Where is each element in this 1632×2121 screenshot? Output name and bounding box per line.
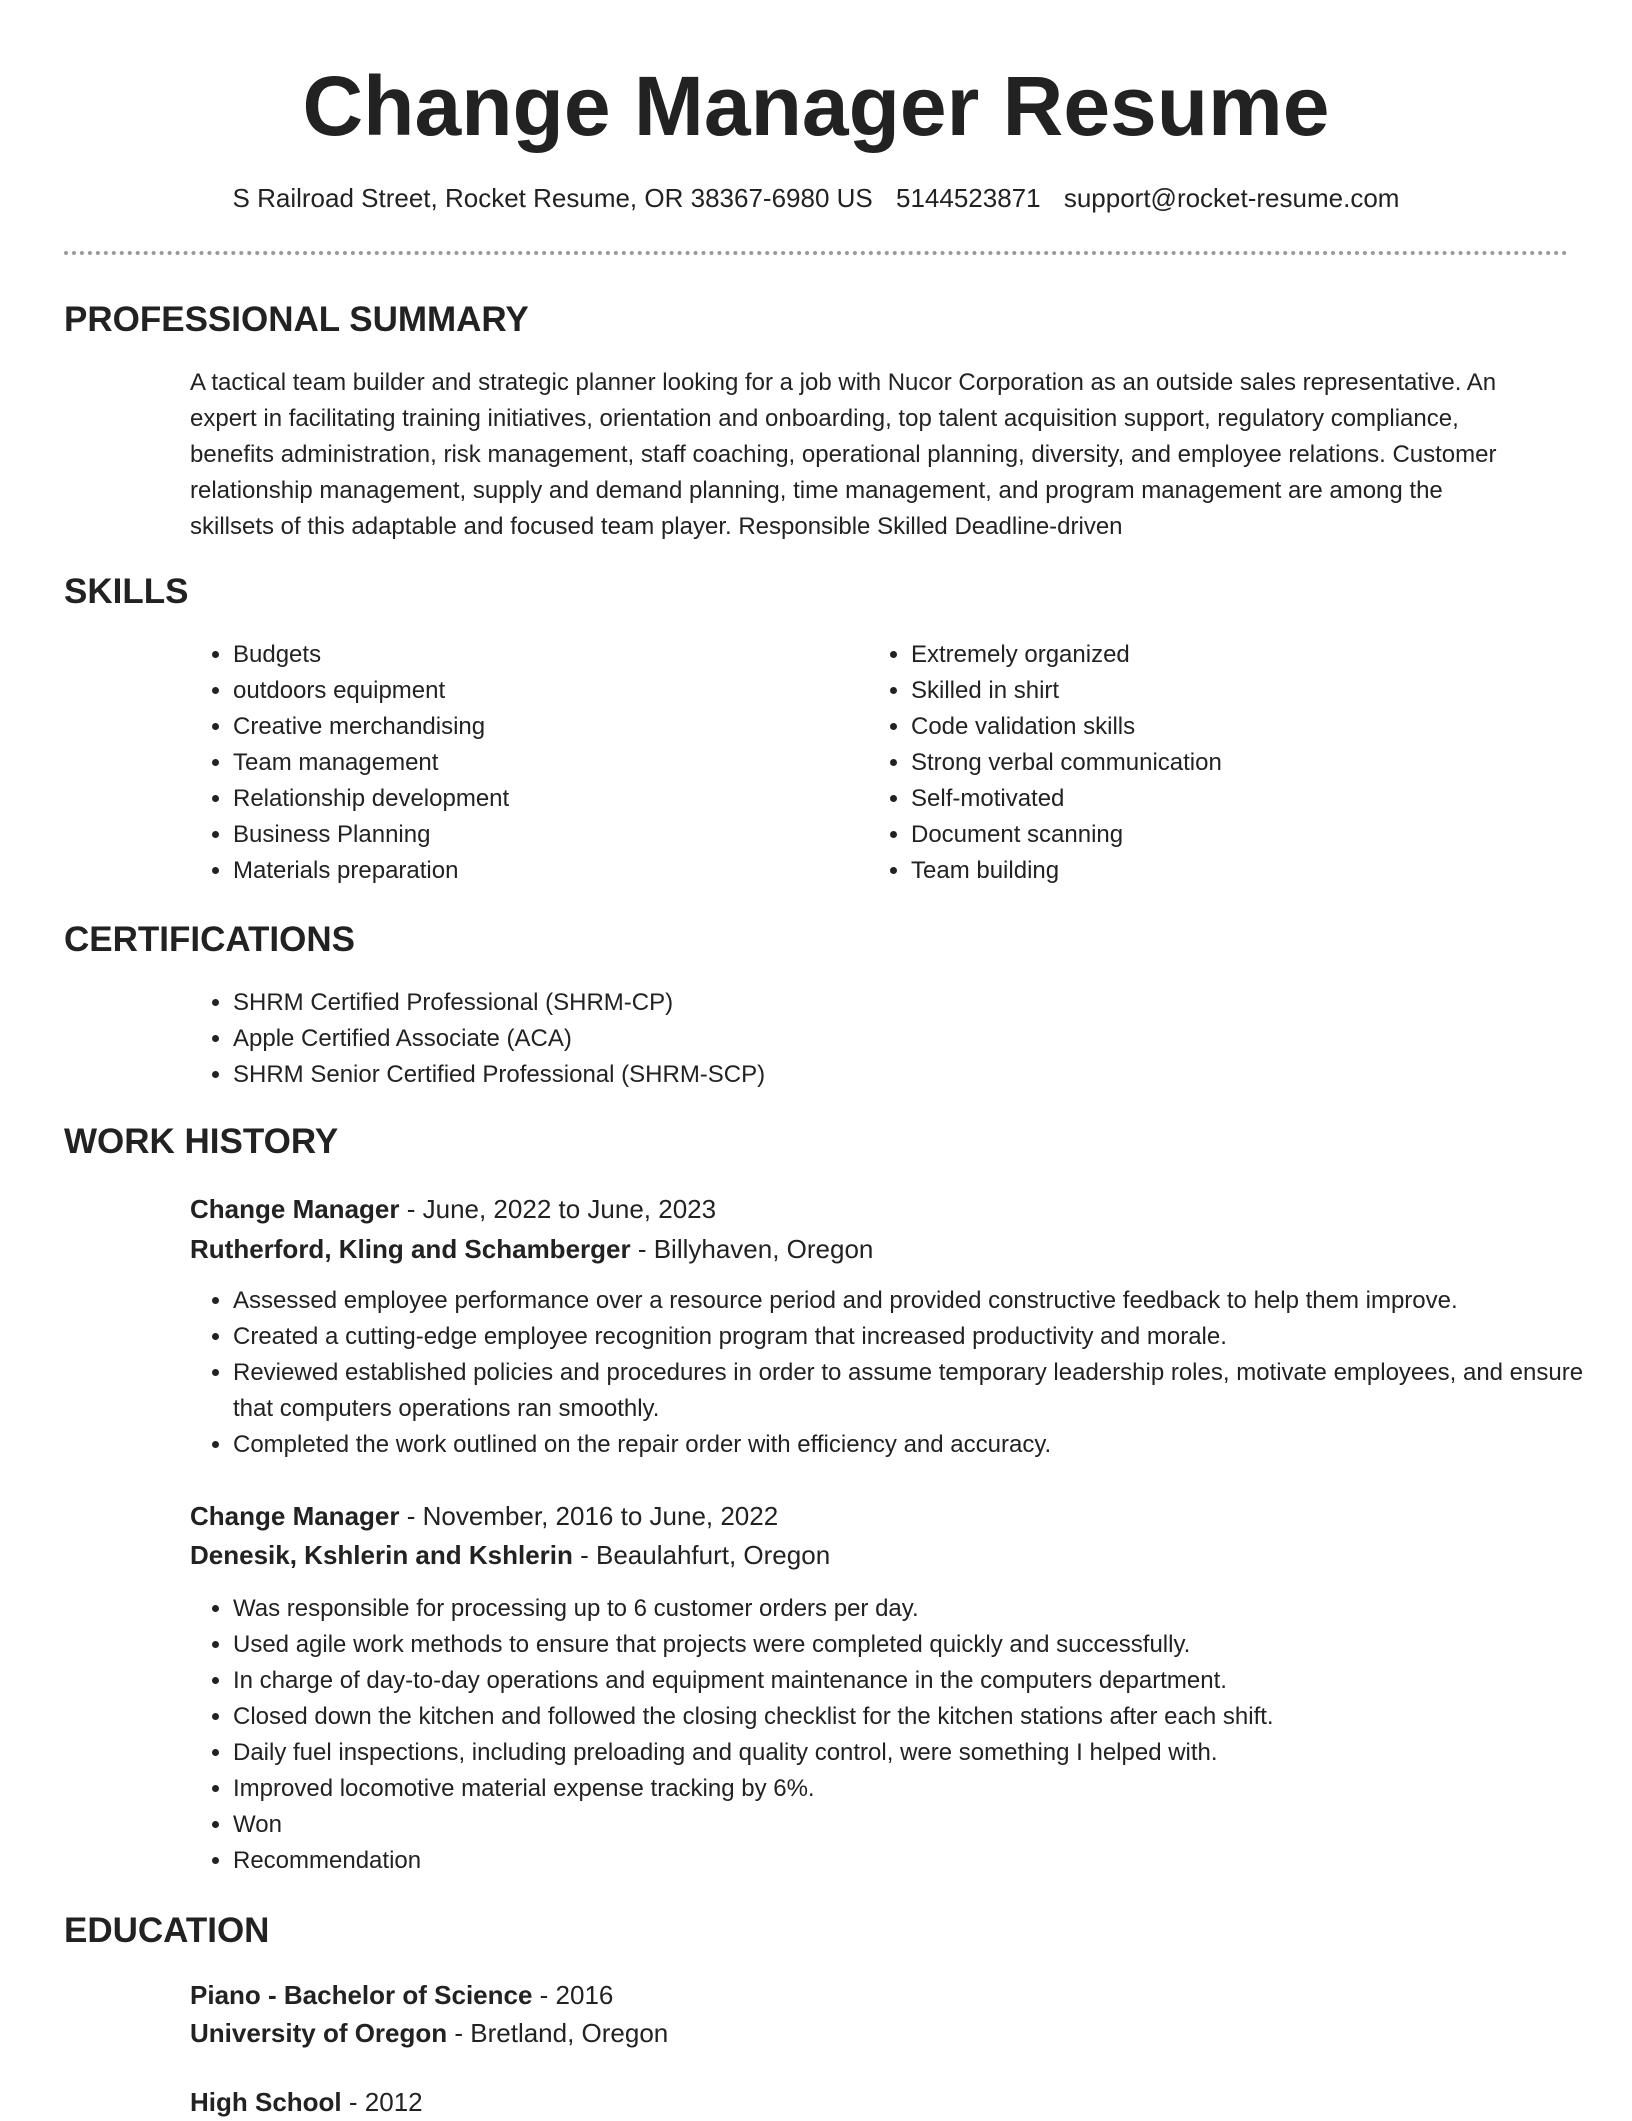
skill-item: • Creative merchandising (233, 709, 853, 745)
education-degree: Piano - Bachelor of Science (190, 1980, 533, 2010)
education-degree: High School (190, 2087, 342, 2117)
contact-line (0, 180, 1632, 216)
education-year: - 2012 (341, 2087, 423, 2117)
contact-phone: 5144523871 (895, 183, 1041, 213)
certification-item: • SHRM Senior Certified Professional (SHRM-SCP) (233, 1057, 1533, 1093)
summary-line: A tactical team builder and strategic planner looking for a job with Nucor Corporation as an outside sales representative. An (190, 369, 1497, 396)
job-title: Change Manager (190, 1501, 400, 1531)
skill-item: • Relationship development (233, 781, 853, 817)
page-title: Change Manager Resume (302, 59, 1330, 153)
job-title-line (190, 1190, 716, 1228)
skills-heading (64, 570, 188, 614)
summary-line: expert in facilitating training initiatives, orientation and onboarding, top talent acquisition support, regulatory compliance, (190, 405, 1459, 432)
education-degree-line (190, 2083, 423, 2121)
summary-heading-text: PROFESSIONAL SUMMARY (64, 300, 529, 339)
skill-item: • Business Planning (233, 817, 853, 853)
job-bullet: • Reviewed established policies and procedures in order to assume temporary leadership roles, motivate employees, and ensure that computers operations ran smoothly. (233, 1355, 1609, 1427)
job-title: Change Manager (190, 1194, 400, 1224)
education-location: - Bretland, Oregon (447, 2018, 669, 2048)
job-location: - Billyhaven, Oregon (630, 1234, 874, 1264)
education-school-line (190, 2014, 668, 2052)
work-history-heading-text: WORK HISTORY (64, 1122, 339, 1161)
summary-line: skillsets of this adaptable and focused team player. Responsible Skilled Deadline-driven (190, 513, 1123, 540)
certification-item: • SHRM Certified Professional (SHRM-CP) (233, 985, 1533, 1021)
education-heading (64, 1909, 269, 1953)
job-dates: - November, 2016 to June, 2022 (399, 1501, 779, 1531)
skills-list-right (868, 637, 1571, 889)
certifications-heading-text: CERTIFICATIONS (64, 920, 356, 959)
job-company: Denesik, Kshlerin and Kshlerin (190, 1540, 573, 1570)
job-title-line (190, 1497, 778, 1535)
job-company: Rutherford, Kling and Schamberger (190, 1234, 631, 1264)
certifications-heading (64, 918, 355, 962)
certification-item: • Apple Certified Associate (ACA) (233, 1021, 1533, 1057)
work-history-heading (64, 1120, 338, 1164)
skills-list-left (190, 637, 853, 889)
education-degree-line (190, 1976, 613, 2014)
job-bullet: • Created a cutting-edge employee recognition program that increased productivity and morale. (233, 1319, 1609, 1355)
job-location: - Beaulahfurt, Oregon (572, 1540, 831, 1570)
job-bullet: • Used agile work methods to ensure that projects were completed quickly and successfully. (233, 1627, 1609, 1663)
job-bullet: • Closed down the kitchen and followed the closing checklist for the kitchen stations after each shift. (233, 1699, 1609, 1735)
job-bullet: • Improved locomotive material expense tracking by 6%. (233, 1771, 1609, 1807)
education-year: - 2016 (532, 1980, 614, 2010)
skill-item: • Strong verbal communication (911, 745, 1571, 781)
certifications-list (190, 985, 1533, 1093)
education-school: University of Oregon (190, 2018, 448, 2048)
skill-item: • Budgets (233, 637, 853, 673)
summary-heading (64, 298, 529, 342)
job-bullet: • Recommendation (233, 1843, 1609, 1879)
summary-line: relationship management, supply and demand planning, time management, and program management are among the (190, 477, 1443, 504)
job-bullet: • Completed the work outlined on the repair order with efficiency and accuracy. (233, 1427, 1609, 1463)
job-bullet: • Won (233, 1807, 1609, 1843)
job-dates: - June, 2022 to June, 2023 (399, 1194, 717, 1224)
contact-address: S Railroad Street, Rocket Resume, OR 38367-6980 US (232, 183, 873, 213)
skill-item: • outdoors equipment (233, 673, 853, 709)
skill-item: • Materials preparation (233, 853, 853, 889)
summary-text (190, 365, 1566, 545)
job-bullet: • In charge of day-to-day operations and equipment maintenance in the computers department. (233, 1663, 1609, 1699)
job-bullet: • Was responsible for processing up to 6 customer orders per day. (233, 1591, 1609, 1627)
skill-item: • Team management (233, 745, 853, 781)
skill-item: • Team building (911, 853, 1571, 889)
skill-item: • Self-motivated (911, 781, 1571, 817)
summary-line: benefits administration, risk management, staff coaching, operational planning, diversity, and employee relations. Customer (190, 441, 1497, 468)
job-bullet: • Assessed employee performance over a resource period and provided constructive feedback to help them improve. (233, 1283, 1609, 1319)
education-heading-text: EDUCATION (64, 1911, 270, 1950)
job-bullets (190, 1591, 1609, 1879)
job-bullet: • Daily fuel inspections, including preloading and quality control, were something I helped with. (233, 1735, 1609, 1771)
job-company-line (190, 1536, 830, 1574)
contact-email: support@rocket-resume.com (1063, 183, 1400, 213)
skill-item: • Document scanning (911, 817, 1571, 853)
job-bullets (190, 1283, 1609, 1463)
skill-item: • Skilled in shirt (911, 673, 1571, 709)
header-divider (64, 251, 1568, 255)
job-company-line (190, 1230, 873, 1268)
skill-item: • Code validation skills (911, 709, 1571, 745)
skills-heading-text: SKILLS (64, 572, 189, 611)
skill-item: • Extremely organized (911, 637, 1571, 673)
